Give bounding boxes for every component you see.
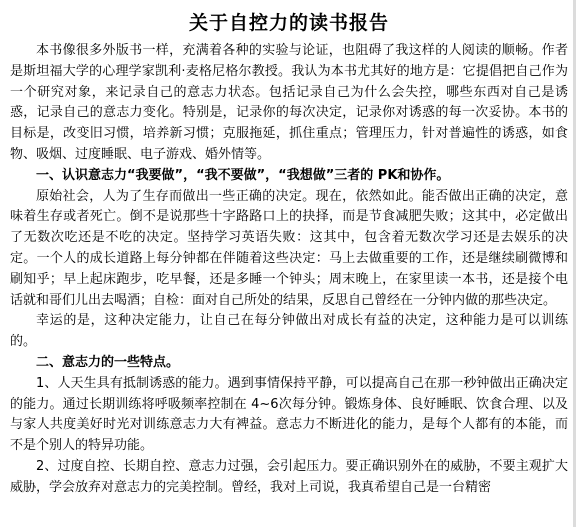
section-2-heading: 二、意志力的一些特点。 (36, 354, 180, 370)
section-2-paragraph-1: 1、人天生具有抵制诱惑的能力。遇到事情保持平静，可以提高自己在那一秒钟做出正确决定的能力。通过长期训练将呼吸频率控制在 4~6次每分钟。锻炼身体、良好睡眠、饮食合理、以及与家人共度美好时光对训练意志力大有裨益。意志力不断进化的能力，是每个人都有的本能，而不是个别人的特异功能。 (10, 375, 568, 454)
section-1-paragraph-1: 原始社会，人为了生存而做出一些正确的决定。现在，依然如此。能否做出正确的决定，意味着生存或者死亡。倒不是说那些十字路路口上的抉择，而是节食减肥失败；这其中，必定做出了无数次吃还是不吃的决定。坚持学习英语失败：这其中，包含着无数次学习还是去娱乐的决定。一个人的成长道路上每分钟都在伴随着这些决定：马上去做重要的工作，还是继续刷微博和刷知乎；早上起床跑步，吃早餐，还是多睡一个钟头；周末晚上，在家里读一本书，还是接个电话就和哥们儿出去喝酒；自检：面对自己所处的结果，反思自己曾经在一分钟内做的那些决定。 (10, 188, 568, 308)
section-1-heading: 一、认识意志力“我要做”，“我不要做”，“我想做”三者的 PK和协作。 (36, 167, 450, 183)
intro-paragraph: 本书像很多外版书一样，充满着各种的实验与论证，也阻碍了我这样的人阅读的顺畅。作者是斯坦福大学的心理学家凯利·麦格尼格尔教授。我认为本书尤其好的地方是：它提倡把自己作为一个研究对象，来记录自己的意志力状态。包括记录自己为什么会失控，哪些东西对自己是诱惑，记录自己的意志力变化。特别是，记录你的每次决定，记录你对诱惑的每一次妥协。本书的目标是，改变旧习惯，培养新习惯；克服拖延，抓住重点；管理压力，针对普遍性的诱惑，如食物、吸烟、过度睡眠、电子游戏、婚外情等。 (10, 43, 568, 162)
document-title: 关于自控力的读书报告 (188, 12, 389, 34)
section-2-paragraph-2: 2、过度自控、长期自控、意志力过强，会引起压力。要正确识别外在的威胁，不要主观扩大威胁，学会放弃对意志力的完美控制。曾经，我对上司说，我真希望自己是一台精密 (10, 458, 568, 495)
section-1-paragraph-2: 幸运的是，这种决定能力，让自己在每分钟做出对成长有益的决定，这种能力是可以训练的。 (10, 313, 568, 350)
